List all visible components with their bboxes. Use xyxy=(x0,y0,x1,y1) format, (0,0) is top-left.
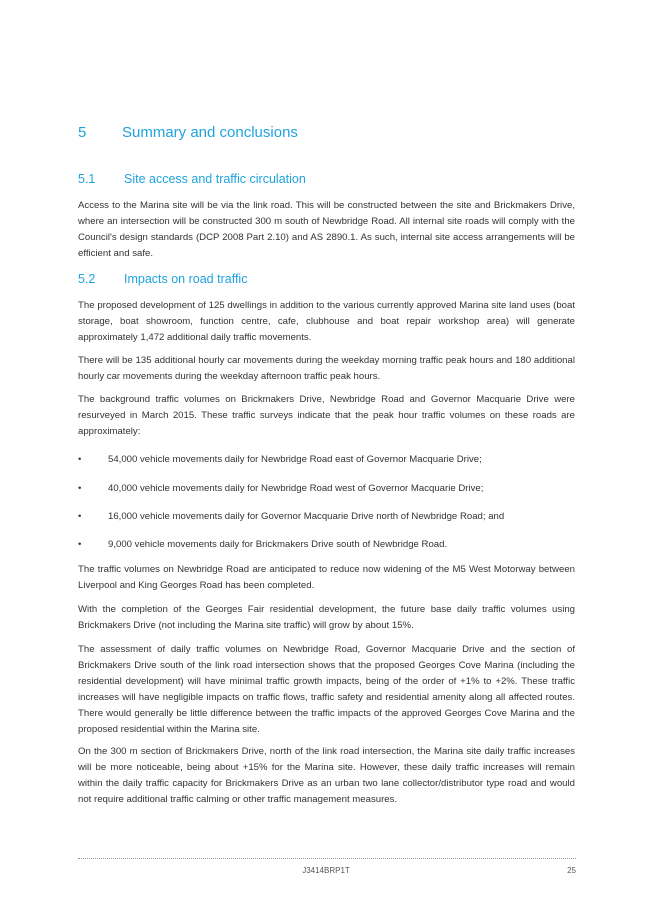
paragraph-georges-fair: With the completion of the Georges Fair residential development, the future base daily traffic volumes using Brickmakers Drive (not including the Marina site traffic) will grow by about 15%. xyxy=(78,604,575,631)
paragraph-assessment: The assessment of daily traffic volumes on Newbridge Road, Governor Macquarie Drive and the section of Brickmakers Drive south of the link road intersection shows that the proposed Georges Cove Marina (including the residential development) will have minimal traffic growth impacts, being of the order of +1% to +2%. These traffic increases will have negligible impacts on traffic flows, traffic safety and residential amenity along all affected routes. There would generally be little difference between the traffic impacts of the approved Georges Cove Marina and the proposed residential within the Marina site. xyxy=(78,644,575,735)
list-item-text: 9,000 vehicle movements daily for Brickmakers Drive south of Newbridge Road. xyxy=(108,539,448,550)
paragraph-hourly-movements: There will be 135 additional hourly car movements during the weekday morning traffic peak hours and 180 additional hourly car movements during the weekday afternoon traffic peak hours. xyxy=(78,355,575,382)
bullet-icon: • xyxy=(78,539,82,550)
subsection-heading-site-access xyxy=(78,172,306,186)
subsection-title: Site access and traffic circulation xyxy=(124,172,306,186)
subsection-heading-road-traffic xyxy=(78,272,247,286)
paragraph-newbridge-volumes: The traffic volumes on Newbridge Road are anticipated to reduce now widening of the M5 West Motorway between Liverpool and King Georges Road has been completed. xyxy=(78,564,575,591)
paragraph-site-access: Access to the Marina site will be via the link road. This will be constructed between the site and Brickmakers Drive, where an intersection will be constructed 300 m south of Newbridge Road. All internal site roads will comply with the Council's design standards (DCP 2008 Part 2.10) and AS 2890.1. As such, internal site access arrangements will be efficient and safe. xyxy=(78,200,575,259)
subsection-title: Impacts on road traffic xyxy=(124,272,248,286)
bullet-icon: • xyxy=(78,483,82,494)
list-item-text: 16,000 vehicle movements daily for Governor Macquarie Drive north of Newbridge Road; and xyxy=(108,511,505,522)
page-number: 25 xyxy=(567,866,576,875)
footer-divider xyxy=(78,858,576,859)
bullet-icon: • xyxy=(78,454,82,465)
subsection-number: 5.2 xyxy=(78,272,96,286)
paragraph-brickmakers-section: On the 300 m section of Brickmakers Drive, north of the link road intersection, the Marina site daily traffic increases will be more noticeable, being about +15% for the Marina site. However, these daily traffic increases will remain within the daily traffic capacity for Brickmakers Drive as an urban two lane collector/distributor type road and would not require additional traffic calming or other traffic management measures. xyxy=(78,746,575,805)
bullet-icon: • xyxy=(78,511,82,522)
list-item-text: 40,000 vehicle movements daily for Newbridge Road west of Governor Macquarie Drive; xyxy=(108,483,484,494)
section-heading xyxy=(78,124,298,141)
subsection-number: 5.1 xyxy=(78,172,96,186)
list-item-text: 54,000 vehicle movements daily for Newbridge Road east of Governor Macquarie Drive; xyxy=(108,454,482,465)
section-number: 5 xyxy=(78,124,87,141)
paragraph-background-volumes: The background traffic volumes on Brickmakers Drive, Newbridge Road and Governor Macquarie Drive were resurveyed in March 2015. These traffic surveys indicate that the peak hour traffic volumes on these roads are approximately: xyxy=(78,394,575,437)
paragraph-development: The proposed development of 125 dwellings in addition to the various currently approved Marina site land uses (boat storage, boat showroom, function centre, cafe, clubhouse and boat repair workshop area) will generate approximately 1,472 additional daily traffic movements. xyxy=(78,300,575,343)
footer-reference: J3414BRP1T xyxy=(302,866,350,875)
section-title: Summary and conclusions xyxy=(122,124,298,141)
